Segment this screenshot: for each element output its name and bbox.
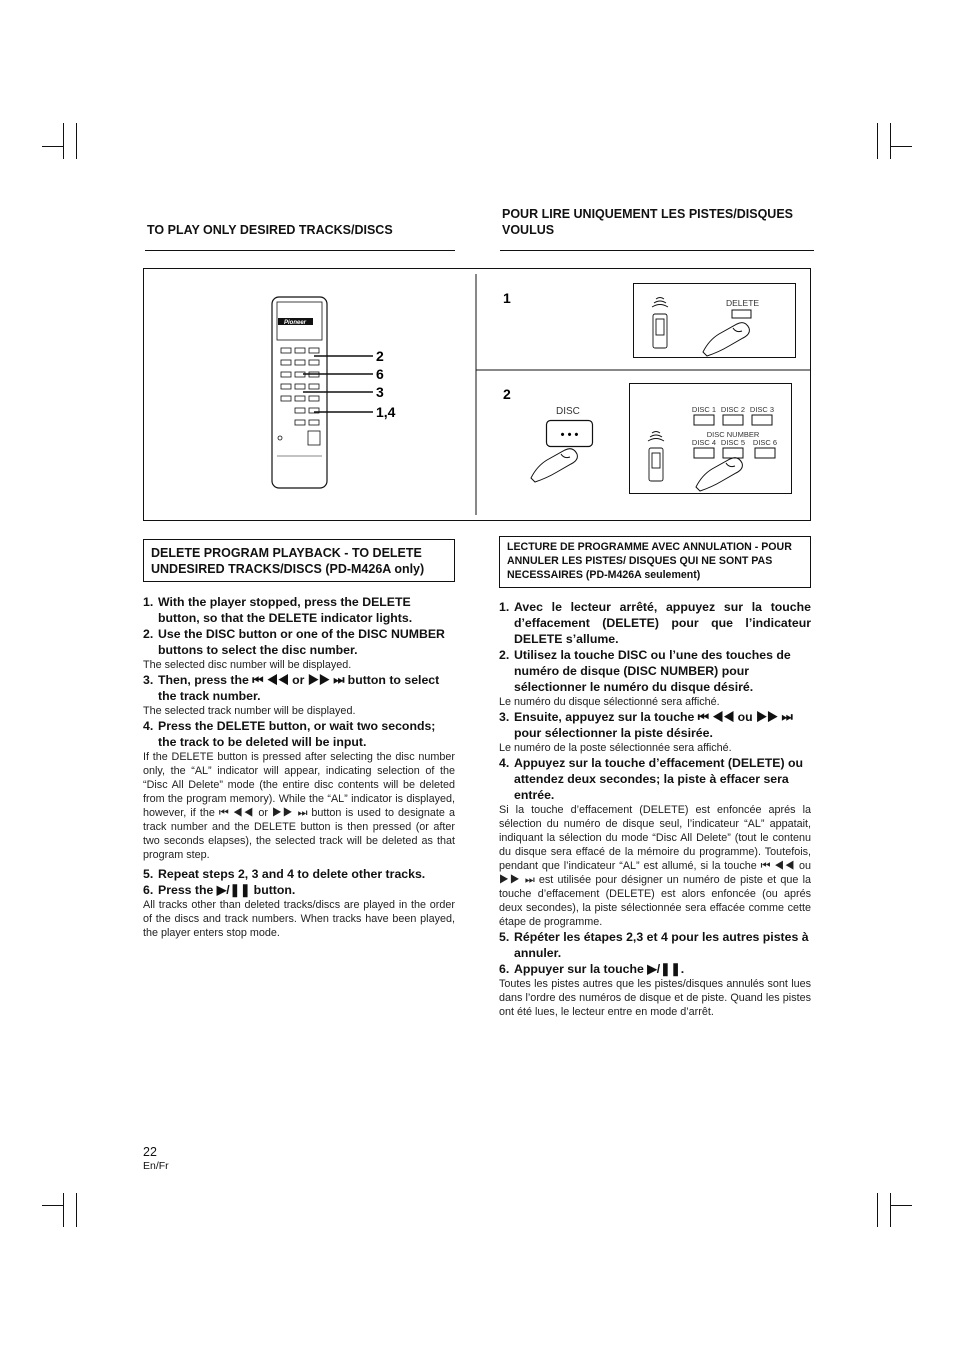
callout-2: 2 <box>376 348 384 364</box>
page-number: 22 <box>143 1145 157 1159</box>
section-title-fr: LECTURE DE PROGRAMME AVEC ANNULATION - POUR ANNULER LES PISTES/ DISQUES QUI NE SONT PAS NECESSAIRES (PD-M426A seulement) <box>507 541 792 581</box>
step-fr-5: 5. Répéter les étapes 2,3 et 4 pour les autres pistes à annuler. <box>499 930 809 960</box>
delete-label: DELETE <box>726 298 760 308</box>
section-title-fr-box <box>499 536 811 588</box>
disc-button-dots: • • • <box>560 429 579 441</box>
disc-6-label: DISC 6 <box>752 438 778 447</box>
step-en-3: 3. Then, press the ⏮ ◀◀ or ▶▶ ⏭ button to select the track number. The selected track number will be displayed. <box>143 673 440 717</box>
remote-mini-icon <box>652 298 668 349</box>
figure-illustration <box>143 268 811 521</box>
disc-4-label: DISC 4 <box>691 438 717 447</box>
disc-3-label: DISC 3 <box>749 405 775 414</box>
disc-1-label: DISC 1 <box>691 405 717 414</box>
step-fr-4: 4. Appuyez sur la touche d’effacement (DELETE) ou attendez deux secondes; la piste à effacer sera entrée. <box>499 756 804 802</box>
step-en-6: 6. Press the ▶/❚❚ button. All tracks other than deleted tracks/discs are played in the order of the discs and track numbers. When tracks have been played, the player enters stop mode. <box>143 883 455 939</box>
step-en-5: 5. Repeat steps 2, 3 and 4 to delete other tracks. <box>143 867 426 881</box>
remote-mini-icon-2 <box>648 432 664 482</box>
step-fr-3: 3. Ensuite, appuyez sur la touche ⏮ ◀◀ ou ▶▶ ⏭ pour sélectionner la piste désirée. Le numéro de la poste sélectionnée sera affiché. <box>499 710 793 754</box>
disc-5-label: DISC 5 <box>720 438 746 447</box>
step-en-1: 1. With the player stopped, press the DELETE button, so that the DELETE indicator lights. <box>143 595 413 625</box>
callout-6: 6 <box>376 366 384 382</box>
steps-en <box>143 594 455 940</box>
language-code: En/Fr <box>143 1160 169 1172</box>
heading-fr: POUR LIRE UNIQUEMENT LES PISTES/DISQUES VOULUS <box>502 207 794 237</box>
step-en-4: 4. Press the DELETE button, or wait two seconds; the track to be deleted will be input. If the DELETE button is pressed after selecting the disc number only, the “AL” indicator will appear, indicating selection of the “Disc All Delete” mode (the entire disc contents will be deleted from the program memory). While the “AL” indicator is displayed, however, if the ⏮ ◀◀ or ▶▶ ⏭ button is used to designate a track number and the DELETE button is then pressed (or after two seconds elapses), the selected track will be deleted as that program step. <box>143 719 455 861</box>
section-title-en: DELETE PROGRAM PLAYBACK - TO DELETE UNDESIRED TRACKS/DISCS (PD-M426A only) <box>151 546 425 576</box>
disc-label: DISC <box>556 406 580 417</box>
heading-en-rule <box>145 250 455 251</box>
heading-en: TO PLAY ONLY DESIRED TRACKS/DISCS <box>147 223 393 237</box>
step-en-2: 2. Use the DISC button or one of the DISC NUMBER buttons to select the disc number. The selected disc number will be displayed. <box>143 627 445 671</box>
remote-brand: Pioneer <box>283 320 307 326</box>
callout-1-4: 1,4 <box>376 404 396 420</box>
panel-1-number: 1 <box>503 290 511 306</box>
disc-number-label: DISC NUMBER <box>706 430 760 439</box>
step-fr-2: 2. Utilisez la touche DISC ou l’une des touches de numéro de disque (DISC NUMBER) pour sélectionner le numéro du disque désiré. Le numéro du disque sélectionné sera affiché. <box>499 648 791 708</box>
finger-icon-disc-number <box>696 458 742 491</box>
finger-icon-disc <box>531 449 577 482</box>
section-title-en-box <box>143 539 455 582</box>
step-fr-4-note: Si la touche d’effacement (DELETE) est enfoncée aprés la sélection du numéro de disque seul, l’indicateur “AL” appatait, indiquant la sélection du mode “Disc All Delete” (tout le contenu du disque sera effacé de la mémoire du programme). Toutefois, pendant que l’indicateur “AL” est allumé, si la touche ⏮ ◀◀ ou ▶▶ ⏭ est utilisée pour désigner un numéro de piste et que la touche d’effacement (DELETE) est alors enfoncée (ou aprés deux secondes), la piste sélectionnée sera effacée comme cette étape de programme. <box>499 804 811 928</box>
panel-2-number: 2 <box>503 386 511 402</box>
steps-fr <box>499 599 811 1019</box>
callout-3: 3 <box>376 384 384 400</box>
step-fr-1: 1. Avec le lecteur arrêté, appuyez sur la touche d’effacement (DELETE) pour que l’indicateur DELETE s’allume. <box>499 600 811 646</box>
disc-2-label: DISC 2 <box>720 405 746 414</box>
step-fr-6: 6. Appuyer sur la touche ▶/❚❚. Toutes les pistes autres que les pistes/disques annulés sont lues dans l’ordre des numéros de disque et de piste. Quand les pistes ont été lues, le lecteur entre en mode d’arrêt. <box>499 962 811 1018</box>
finger-icon <box>703 323 749 356</box>
heading-fr-rule <box>500 250 814 251</box>
